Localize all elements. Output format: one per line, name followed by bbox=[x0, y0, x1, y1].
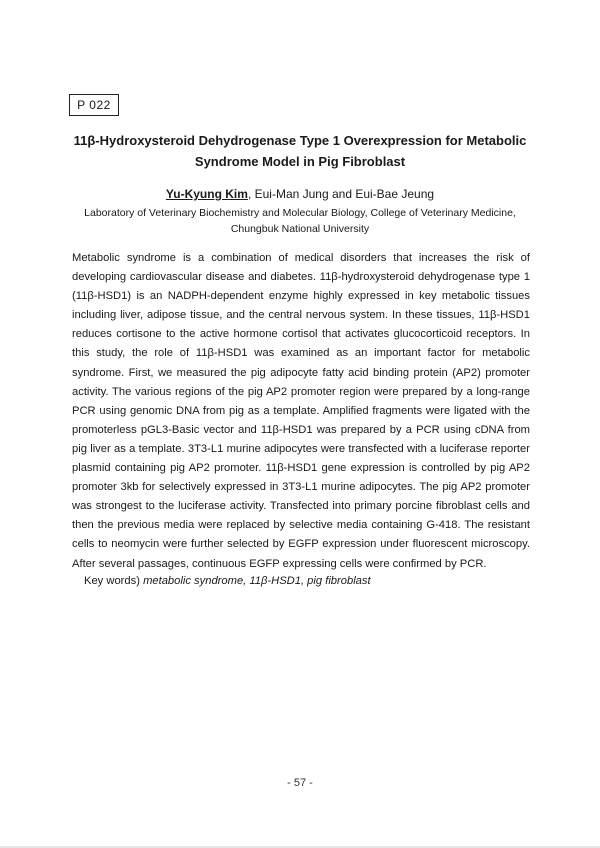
page-number: - 57 - bbox=[287, 777, 313, 789]
co-authors: , Eui-Man Jung and Eui-Bae Jeung bbox=[247, 187, 435, 201]
affiliation-line-1: Laboratory of Veterinary Biochemistry and Molecular Biology, College of Veterinary Medicine, bbox=[84, 207, 516, 219]
title-line-2: Syndrome Model in Pig Fibroblast bbox=[194, 154, 406, 169]
abstract-body: Metabolic syndrome is a combination of medical disorders that increases the risk of developing cardiovascular disease and diabetes. 11β-hydroxysteroid dehydrogenase type 1 (11β-HSD1) is an NADPH-dependent enzyme highly expressed in key metabolic tissues including liver, adipose tissue, and the central nervous system. In these tissues, 11β-HSD1 reduces cortisone to the active hormone cortisol that activates glucocorticoid receptors. In this study, the role of 11β-HSD1 was examined as an important factor for metabolic syndrome. First, we measured the pig adipocyte fatty acid binding protein (AP2) promoter activity. The various regions of the pig AP2 promoter region were prepared by a long-range PCR using genomic DNA from pig as a template. Amplified fragments were ligated with the promoterless pGL3-Basic vector and 11β-HSD1 was prepared by a PCR using cDNA from pig liver as a template. 3T3-L1 murine adipocytes were transfected with a luciferase reporter plasmid containing pig AP2 promoter. 11β-HSD1 gene expression is controlled by pig AP2 promoter 3kb for selectively expressed in 3T3-L1 murine adipocytes. The pig AP2 promoter was strongest to the luciferase activity. Transfected into primary porcine fibroblast cells and then the previous media were replaced by selective media containing G-418. The resistant cells to neomycin were further selected by EGFP expression under fluorescent microscopy. After several passages, continuous EGFP expressing cells were confirmed by PCR. bbox=[72, 252, 530, 570]
paper-title bbox=[60, 130, 540, 172]
author-list bbox=[60, 186, 540, 202]
keywords-label: Key words) bbox=[84, 575, 144, 587]
keywords bbox=[84, 573, 534, 589]
affiliation-line-2: Chungbuk National University bbox=[230, 223, 370, 235]
keywords-list: metabolic syndrome, 11β-HSD1, pig fibroblast bbox=[143, 575, 371, 587]
poster-code-box: P 022 bbox=[69, 94, 119, 116]
title-line-1: 11β-Hydroxysteroid Dehydrogenase Type 1 Overexpression for Metabolic bbox=[73, 133, 527, 148]
affiliation bbox=[60, 205, 540, 237]
presenting-author: Yu-Kyung Kim bbox=[165, 187, 248, 201]
